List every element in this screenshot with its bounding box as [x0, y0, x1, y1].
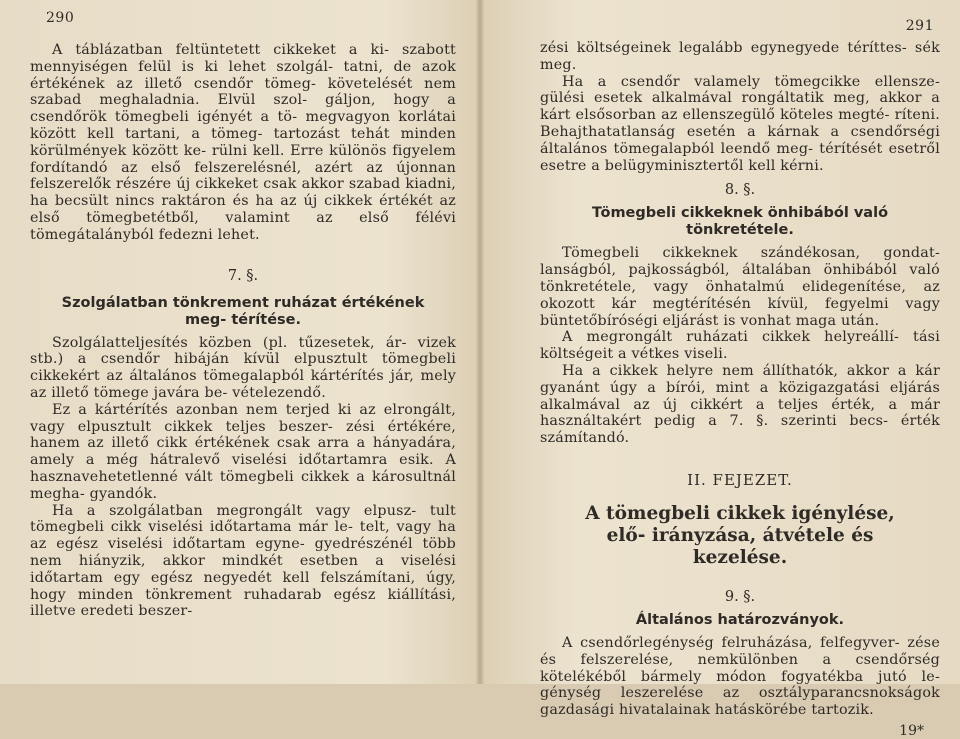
paragraph: A csendőrlegénység felruházása, felfegyver- zése és felszerelése, nemkülönben a csendőrség kötelékéből bármely módon fogyatékba jutó le- génység leszerelése az osztályparancsnokságok gazdasági hivatalainak hatáskörébe tartozik. — [540, 634, 940, 719]
chapter-label: II. FEJEZET. — [687, 470, 793, 489]
paragraph: A megrongált ruházati cikkek helyreállí- tási költségeit a vétkes viseli. — [540, 329, 940, 363]
right-page — [482, 0, 960, 739]
paragraph: Ez a kártérítés azonban nem terjed ki az elrongált, vagy elpusztult cikkek teljes beszer- zési értékére, hanem az illető cikk értékének csak arra a hányadára, amely a még hátralevő viselési időtartamra esik. A hasznavehetetlenné vált tömegbeli cikkek a károsultnál megha- gyandók. — [30, 401, 456, 502]
paragraph: Ha a csendőr valamely tömegcikke ellensze- gülési esetek alkalmával rongáltatik meg, akkor a kárt elsősorban az ellenszegülő köteles megté- ríteni. Behajthatatlanság esetén a kárnak a csendőrségi általános tömegalapból leendő meg- térítését esetről esetre a belügyminisztertől kell kérni. — [540, 73, 940, 174]
paragraph: A táblázatban feltüntetett cikkeket a ki- szabott mennyiségen felül is ki lehet szolgál- tatni, de azok értékének az illető csendőr tömeg- követelését nem szabad meghaladnia. Elvül szol- gáljon, hogy a csendőrök tömegbeli igényét a tö- megvagyon korlátai között kell tartani, a tömeg- tartozást tehát minden körülmények között ke- rülni kell. Erre különös figyelem fordítandó az első felszerelésnél, azért az újonnan felszerelők részére új cikkeket csak akkor szabad kiadni, ha becsült nincs raktáron és ha az új cikkek értékét az első tömegbetétből, valamint az első félévi tömegátalányból fedezni lehet. — [30, 42, 456, 243]
section-number: 9. §. — [724, 588, 756, 605]
signature-mark: 19* — [899, 722, 924, 739]
paragraph: Tömegbeli cikkeknek szándékosan, gondat- lanságból, pajkosságból, általában önhibából való tönkretétele, vagy önhatalmú elidegenítése, az okozott kár megtérítésén kívül, fegyelmi vagy büntetőbíróségi eljárást is vonhat maga után. — [540, 245, 940, 329]
left-page — [0, 0, 478, 684]
section-title: Szolgálatban tönkrement ruházat értékének meg- térítése. — [61, 294, 425, 328]
page-number: 291 — [905, 18, 934, 34]
page-number: 290 — [46, 10, 75, 26]
section-title: Tömegbeli cikkeknek önhibából való tönkretétele. — [591, 205, 889, 239]
section-number: 8. §. — [724, 182, 756, 199]
paragraph: Szolgálatteljesítés közben (pl. tűzesetek, ár- vizek stb.) a csendőr hibáján kívül elpusztult tömegbeli cikkekért az általános tömegalapból kártérítés jár, mely az illető tömege javára be- vételezendő. — [30, 334, 456, 401]
section-title: Általános határozványok. — [635, 611, 845, 628]
chapter-title: A tömegbeli cikkek igénylése, elő- irányzása, átvétele és kezelése. — [585, 502, 895, 568]
paragraph: zési költségeinek legalább egynegyede téríttes- sék meg. — [540, 40, 940, 73]
section-number: 7. §. — [227, 267, 259, 284]
paragraph: Ha a szolgálatban megrongált vagy elpusz- tult tömegbeli cikk viselési időtartama már le- telt, vagy ha az egész viselési időtartam egyne- gyedrészénél több nem hiányzik, akkor mindkét esetben a viselési időtartam egy egész negyedét kell felszámítani, úgy, hogy minden tönkrement ruhadarab egész kiállítási, illetve eredeti beszer- — [30, 502, 456, 620]
paragraph: Ha a cikkek helyre nem állíthatók, akkor a kár gyanánt úgy a bírói, mint a közigazgatási eljárás alkalmával az új cikkért a teljes érték, a már használtakért pedig a 7. §. szerinti becs- érték számítandó. — [540, 362, 940, 447]
